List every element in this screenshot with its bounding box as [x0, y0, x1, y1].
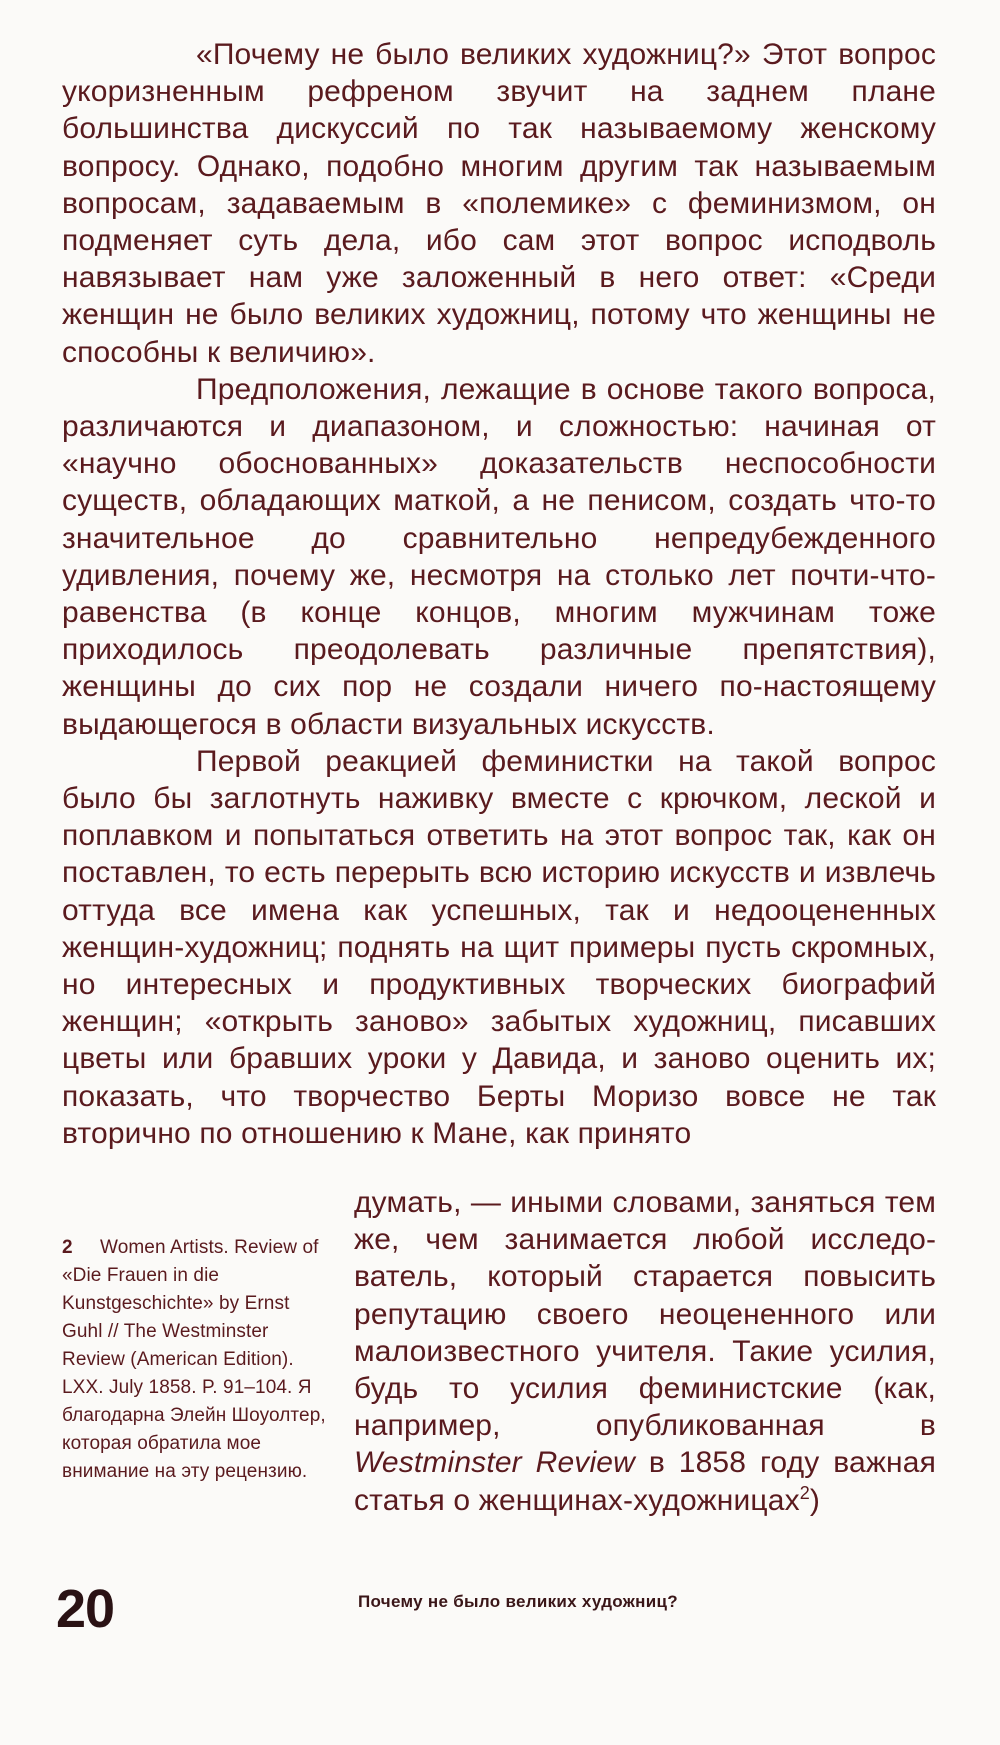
paragraph-3: Первой реакцией феминистки на такой вопрос было бы заглотнуть наживку вместе с крючком, леской и поплавком и попытаться ответить на этот вопрос так, как он поставлен, то есть перерыть всю историю искусств и извлечь оттуда все имена как успешных, так и недооцененных женщин-художниц; поднять на щит примеры пусть скромных, но интересных и продуктивных творческих биографий женщин; «открыть заново» забытых художниц, писавших цветы или бравших уроки у Давида, и заново оценить их; показать, что творчество Берты Моризо вовсе не так вторично по отношению к Мане, как принято [62, 744, 936, 1150]
paragraph-2: Предположения, лежащие в основе такого вопроса, различаются и диапазоном, и сложностью: начиная от «научно обоснованных» доказательств неспособности существ, обладающих маткой, а не пенисом, создать что-то значительное до сравнительно непредубежденного удивления, почему же, несмотря на столько лет почти-что-равенства (в конце концов, многим мужчинам тоже приходилось преодолевать различные препятствия), женщины до сих пор не создали ничего по-настоящему выдающегося в области визуальных искусств. [62, 372, 936, 741]
footnote-text: Women Artists. Review of «Die Frauen in die Kunstgeschichte» by Ernst Guhl // The Westminster Review (American Edition). LXX. July 1858. P. 91–104. Я благодарна Элейн Шоуолтер, которая обратила мое внимание на эту рецензию. [62, 1237, 326, 1482]
main-text-column [62, 36, 936, 1152]
continuation-text [354, 1184, 936, 1519]
journal-title: Westminster Review [354, 1446, 635, 1480]
footnote-reference[interactable]: 2 [799, 1482, 810, 1503]
footnote [62, 1234, 334, 1486]
page-number: 20 [56, 1579, 115, 1639]
continuation-after: в 1858 году важная статья о женщинах-художницах [354, 1446, 937, 1517]
footnote-number: 2 [62, 1237, 73, 1258]
paragraph-3-continuation [354, 1184, 936, 1519]
continuation-before: думать, — иными словами, заняться тем же, чем занимается любой исследователь, который старается повысить репутацию своего неоцененного или малоизвестного учителя. Такие усилия, будь то усилия феминистские (как, например, опубликованная в [354, 1186, 936, 1443]
continuation-closing: ) [809, 1483, 821, 1517]
paragraph-1: «Почему не было великих художниц?» Этот вопрос укоризненным рефреном звучит на заднем плане большинства дискуссий по так называемому женскому вопросу. Однако, подобно многим другим так называемым вопросам, задаваемым в «полемике» с феминизмом, он подменяет суть дела, ибо сам этот вопрос исподволь навязывает нам уже заложенный в него ответ: «Среди женщин не было великих художниц, потому что женщины не способны к величию». [62, 38, 936, 369]
running-head: Почему не было великих художниц? [358, 1592, 678, 1611]
